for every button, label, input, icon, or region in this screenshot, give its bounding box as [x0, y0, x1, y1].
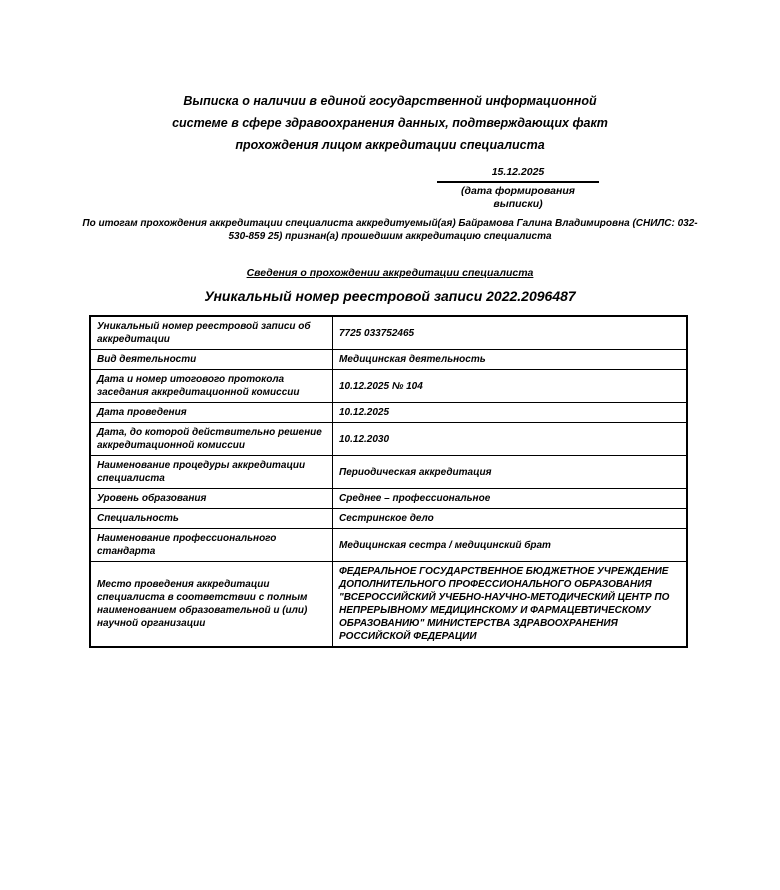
- generation-date-caption: (дата формирования выписки): [461, 185, 575, 210]
- field-label: Дата проведения: [90, 403, 333, 423]
- generation-date: 15.12.2025: [437, 166, 599, 183]
- field-value: Медицинская сестра / медицинский брат: [333, 529, 688, 562]
- table-row: [90, 509, 687, 529]
- table-row: [90, 370, 687, 403]
- table-row: [90, 562, 687, 648]
- field-value: 10.12.2025: [333, 403, 688, 423]
- field-label: Вид деятельности: [90, 350, 333, 370]
- document-title: [50, 90, 730, 156]
- field-value: ФЕДЕРАЛЬНОЕ ГОСУДАРСТВЕННОЕ БЮДЖЕТНОЕ УЧРЕЖДЕНИЕ ДОПОЛНИТЕЛЬНОГО ПРОФЕССИОНАЛЬНОГО ОБРАЗОВАНИЯ "ВСЕРОССИЙСКИЙ УЧЕБНО-НАУЧНО-МЕТОДИЧЕСКИЙ ЦЕНТР ПО НЕПРЕРЫВНОМУ МЕДИЦИНСКОМУ И ФАРМАЦЕВТИЧЕСКОМУ ОБРАЗОВАНИЮ" МИНИСТЕРСТВА ЗДРАВООХРАНЕНИЯ РОССИЙСКОЙ ФЕДЕРАЦИИ: [333, 562, 688, 648]
- intro-paragraph: По итогам прохождения аккредитации специалиста аккредитуемый(ая) Байрамова Галина Владимировна (СНИЛС: 032-530-859 25) признан(а) прошедшим аккредитацию специалиста: [82, 218, 698, 242]
- table-row: [90, 350, 687, 370]
- field-value: Сестринское дело: [333, 509, 688, 529]
- field-label: Наименование процедуры аккредитации специалиста: [90, 456, 333, 489]
- field-label: Наименование профессионального стандарта: [90, 529, 333, 562]
- document-title-line-3: прохождения лицом аккредитации специалиста: [235, 138, 545, 152]
- table-row: [90, 403, 687, 423]
- section-header: Сведения о прохождении аккредитации специалиста: [246, 267, 534, 279]
- registry-number-heading: Уникальный номер реестровой записи 2022.2096487: [204, 288, 576, 304]
- field-label: Дата и номер итогового протокола заседания аккредитационной комиссии: [90, 370, 333, 403]
- field-value: Периодическая аккредитация: [333, 456, 688, 489]
- table-row: [90, 489, 687, 509]
- field-value: Среднее – профессиональное: [333, 489, 688, 509]
- field-label: Уникальный номер реестровой записи об аккредитации: [90, 316, 333, 350]
- field-value: 10.12.2025 № 104: [333, 370, 688, 403]
- field-label: Дата, до которой действительно решение аккредитационной комиссии: [90, 423, 333, 456]
- document-title-line-2: системе в сфере здравоохранения данных, подтверждающих факт: [172, 116, 608, 130]
- table-row: [90, 529, 687, 562]
- table-row: [90, 423, 687, 456]
- document-title-line-1: Выписка о наличии в единой государственной информационной: [183, 94, 597, 108]
- field-value: 10.12.2030: [333, 423, 688, 456]
- field-label: Специальность: [90, 509, 333, 529]
- field-value: 7725 033752465: [333, 316, 688, 350]
- field-label: Место проведения аккредитации специалиста в соответствии с полным наименованием образовательной и (или) научной организации: [90, 562, 333, 648]
- field-value: Медицинская деятельность: [333, 350, 688, 370]
- table-row: [90, 316, 687, 350]
- table-row: [90, 456, 687, 489]
- accreditation-table: [89, 315, 688, 648]
- generation-date-block: [437, 166, 599, 211]
- field-label: Уровень образования: [90, 489, 333, 509]
